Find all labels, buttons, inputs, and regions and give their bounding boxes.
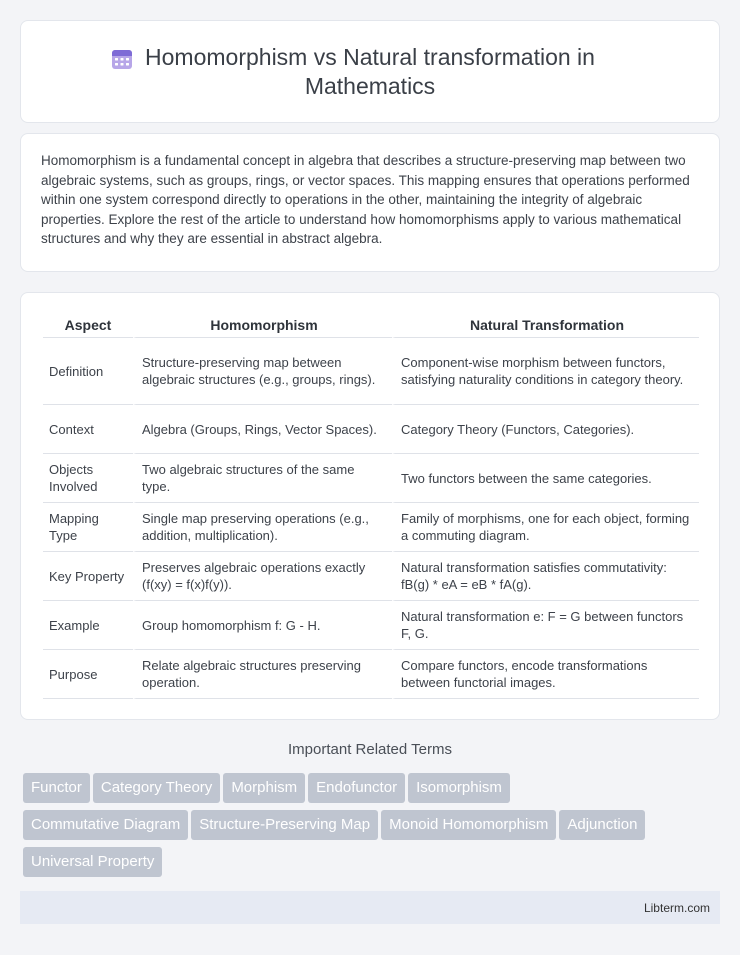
tag-monoid-homomorphism[interactable]: Monoid Homomorphism — [381, 810, 556, 840]
table-row — [43, 552, 699, 601]
table-row — [43, 503, 699, 552]
tag-endofunctor[interactable]: Endofunctor — [308, 773, 405, 803]
row-natural-transformation: Natural transformation e: F = G between functors F, G. — [392, 601, 699, 650]
row-natural-transformation: Family of morphisms, one for each object, forming a commuting diagram. — [392, 503, 699, 552]
row-natural-transformation: Two functors between the same categories. — [392, 454, 699, 503]
row-homomorphism: Relate algebraic structures preserving operation. — [133, 650, 392, 699]
row-homomorphism: Algebra (Groups, Rings, Vector Spaces). — [133, 405, 392, 454]
table-row — [43, 650, 699, 699]
header-homomorphism: Homomorphism — [133, 315, 392, 338]
table-row — [43, 405, 699, 454]
related-terms-heading: Important Related Terms — [288, 741, 452, 758]
related-terms-list — [23, 773, 713, 884]
tag-category-theory[interactable]: Category Theory — [93, 773, 220, 803]
footer-site-link[interactable]: Libterm.com — [643, 901, 710, 915]
row-aspect: Mapping Type — [43, 503, 133, 552]
table-row — [43, 601, 699, 650]
row-aspect: Objects Involved — [43, 454, 133, 503]
row-homomorphism: Structure-preserving map between algebraic structures (e.g., groups, rings). — [133, 338, 392, 405]
tag-universal-property[interactable]: Universal Property — [23, 847, 162, 877]
tag-structure-preserving-map[interactable]: Structure-Preserving Map — [191, 810, 378, 840]
tag-functor[interactable]: Functor — [23, 773, 90, 803]
table-row — [43, 338, 699, 405]
tag-isomorphism[interactable]: Isomorphism — [408, 773, 510, 803]
row-homomorphism: Single map preserving operations (e.g., addition, multiplication). — [133, 503, 392, 552]
intro-card — [20, 133, 720, 272]
row-natural-transformation: Compare functors, encode transformations between functorial images. — [392, 650, 699, 699]
row-aspect: Purpose — [43, 650, 133, 699]
row-aspect: Example — [43, 601, 133, 650]
comparison-table — [43, 315, 699, 699]
row-natural-transformation: Natural transformation satisfies commutativity: fB(g) * eA = eB * fA(g). — [392, 552, 699, 601]
row-aspect: Key Property — [43, 552, 133, 601]
tag-adjunction[interactable]: Adjunction — [559, 810, 645, 840]
header-natural-transformation: Natural Transformation — [392, 315, 699, 338]
row-aspect: Definition — [43, 338, 133, 405]
row-aspect: Context — [43, 405, 133, 454]
table-header-row — [43, 315, 699, 338]
tag-commutative-diagram[interactable]: Commutative Diagram — [23, 810, 188, 840]
row-natural-transformation: Component-wise morphism between functors, satisfying naturality conditions in category theory. — [392, 338, 699, 405]
row-homomorphism: Two algebraic structures of the same type. — [133, 454, 392, 503]
header-aspect: Aspect — [43, 315, 133, 338]
page-title: Homomorphism vs Natural transformation in Mathematics — [145, 44, 595, 99]
comparison-table-card — [20, 292, 720, 720]
table-row — [43, 454, 699, 503]
footer — [20, 891, 720, 924]
row-homomorphism: Group homomorphism f: G - H. — [133, 601, 392, 650]
tag-morphism[interactable]: Morphism — [223, 773, 305, 803]
intro-paragraph: Homomorphism is a fundamental concept in algebra that describes a structure-preserving map between two algebraic systems, such as groups, rings, or vector spaces. This mapping ensures that operations performed within one system correspond directly to operations in the other, maintaining the integrity of algebraic properties. Explore the rest of the article to understand how homomorphisms apply to various mathematical structures and why they are essential in abstract algebra. — [41, 153, 690, 246]
row-homomorphism: Preserves algebraic operations exactly (f(xy) = f(x)f(y)). — [133, 552, 392, 601]
row-natural-transformation: Category Theory (Functors, Categories). — [392, 405, 699, 454]
title-card — [20, 20, 720, 123]
